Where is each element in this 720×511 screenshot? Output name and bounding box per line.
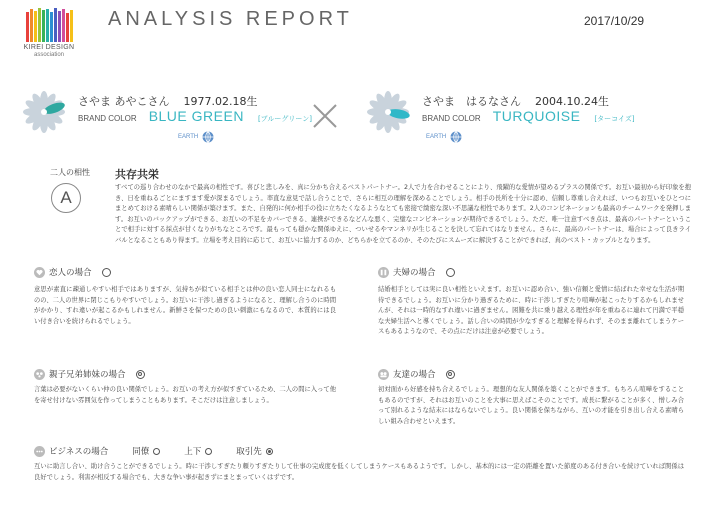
- globe-icon: [450, 131, 462, 143]
- kirei-design-logo: [18, 8, 80, 63]
- person2-brand-color-kana: [ターコイズ]: [594, 115, 635, 123]
- logo-stripes: [18, 8, 80, 42]
- couple-rating-mark: [446, 268, 455, 277]
- couple-icon: [378, 267, 389, 278]
- brand-color-label: BRAND COLOR: [422, 114, 481, 123]
- business-section-header: [34, 445, 273, 457]
- business-item-label: 上下: [184, 447, 202, 457]
- person2-brand-color-value: TURQUOISE: [492, 108, 581, 124]
- love-description: 意思が素直に疎通しやすい相手ではありますが、気持ちが似ている相手とは仲の良い恋人同士になれるものの、二人の世界に閉じこもりやすいでしょう。お互いに干渉し過ぎるようになると、理解し合うのに時間がかかり、すれ違いが起こるかもしれません。新鮮さを保つための良い刺激にもなるので、本質的には良い付き合いを続けられるでしょう。: [34, 286, 336, 325]
- business-item-label: 取引先: [236, 447, 262, 457]
- person1-brand-color-value: BLUE GREEN: [148, 108, 244, 124]
- person2-birthdate: 2004.10.24生: [535, 95, 609, 108]
- friend-description: 初対面から好感を持ち合えるでしょう。理想的な友人関係を築くことができます。もちろん喧嘩をすることもあるのですが、それはお互いのことを大事に思えばこそのことです。成長に繋がることが多く、憎しみ合って別れるような結末にはならないでしょう。良い関係を保ちながら、互いの才能を引き出し合える素晴らしい組み合わせといえます。: [378, 386, 684, 425]
- globe-icon: [202, 131, 214, 143]
- flower-icon: [22, 90, 66, 134]
- compatibility-title: 共存共栄: [115, 168, 159, 181]
- couple-title: 夫婦の場合: [393, 268, 436, 278]
- family-section-header: [34, 368, 145, 380]
- compatibility-label: 二人の相性: [50, 168, 90, 177]
- family-title: 親子兄弟姉妹の場合: [49, 370, 126, 380]
- family-description: 言葉は必要がないくらい仲の良い関係でしょう。お互いの考え方が似すぎているため、二人の間に入って他を寄せ付けない雰囲気を作ってしまうこともあります。そこだけは注意しましょう。: [34, 386, 336, 404]
- person1-element: [178, 131, 214, 143]
- person1-name: さやま あやこさん: [78, 95, 170, 108]
- heart-icon: [34, 267, 45, 278]
- love-rating-mark: [102, 268, 111, 277]
- friend-section-header: [378, 368, 455, 380]
- brand-color-label: BRAND COLOR: [78, 114, 137, 123]
- person2-brand-color: [422, 108, 635, 124]
- logo-text: KIREI DESIGN: [23, 44, 75, 51]
- business-item-mark: [205, 448, 212, 455]
- report-date: 2017/10/29: [584, 14, 645, 28]
- earth-label: EARTH: [426, 134, 447, 140]
- friend-icon: [378, 369, 389, 380]
- love-section-header: [34, 266, 111, 278]
- business-item-mark: [153, 448, 160, 455]
- report-title: ANALYSIS REPORT: [108, 8, 353, 30]
- person2-element: [426, 131, 462, 143]
- family-icon: [34, 369, 45, 380]
- person1-brand-color-kana: [ブルーグリーン]: [257, 115, 312, 123]
- compatibility-description: すべての巡り合わせのなかで最高の相性です。喜びと悲しみを、真に分かち合えるベストパートナー。2人で力を合わせることにより、飛躍的な愛情が望めるプラスの関係です。お互い最初から好印象を抱き、日を重ねるごとにますます愛が深まるでしょう。率直な意見で話し合うことで、さらに相互の理解を深めることでしょう。相手の長所を十分に認め、信頼し尊重し合えれば、いつもお互いをひとつにまとめておける素晴らしい関係が築けます。また、自発的に何か相手の役に立ちたくなるようなとても密接で緻密な深い不思議な相性であります。2人のコンビネーションも最高のチームワークを発揮します。お互いのバックアップができる、お互いの不足をカバーできる、連携ができるなどんな悪く、完璧なコンビネーションが期待できるでしょう。ただ、唯一注意すべき点は、最高のパートナーということで相手に対する採点が甘くなりがちなところです。最もっても穏かな関係ゆえに、ついせるやマンネリが生じることを決して忘れてはなりません。さらに、最高のパートナーは、場合によって良きライバルとなることもあり得ます。立場を考え目的に応じて、お互いに協力するのか、どちらかを立てるのか、そのたびにスムーズに解決することができれば、真のベスト・カップルとなります。: [115, 184, 691, 244]
- compatibility-grade: A: [51, 183, 81, 213]
- business-item-superior: [184, 445, 212, 457]
- couple-section-header: [378, 266, 455, 278]
- business-item-client: [236, 445, 273, 457]
- family-rating-mark: [136, 370, 145, 379]
- business-description: 互いに助言し合い、助け合うことができるでしょう。時に干渉しすぎたり頼りすぎたりして仕事の完成度を低くしてしまうケースもあるようです。しかし、基本的には一定の距離を置いた節度のある付き合いを続けていれば関係は良好でしょう。利害が相反する場合でも、大きな争い事が起きずにまとまっていくはずです。: [34, 463, 684, 481]
- person1-name-row: [78, 90, 257, 109]
- business-item-label: 同僚: [132, 447, 150, 457]
- logo-subtext: association: [33, 52, 65, 58]
- friend-title: 友達の場合: [393, 370, 436, 380]
- flower-icon: [366, 90, 410, 134]
- person1-brand-color: [78, 108, 312, 124]
- business-icon: [34, 446, 45, 457]
- business-title: ビジネスの場合: [49, 447, 109, 457]
- person2-name-row: [422, 90, 609, 109]
- couple-description: 結婚相手としては実に良い相性といえます。お互いに認め合い、強い信頼と愛情に結ばれた幸せな生活が期待できるでしょう。お互いに分かり過ぎるために、時に干渉しすぎたり喧嘩が起こったりするかもしれませんが、それは一時的なすれ違いに過ぎません。困難を共に乗り越える理性が年を重ねるに連れて円満で平穏な夫婦生活へと導くでしょう。話し合いの時間が少なすぎると理解を得られず、そのまま離れてしまうケースもあるようなので、その点にだけは注意が必要でしょう。: [378, 286, 684, 336]
- person2-name: さやま はるなさん: [422, 95, 521, 108]
- person1-birthdate: 1977.02.18生: [183, 95, 258, 108]
- love-title: 恋人の場合: [49, 268, 92, 278]
- cross-icon: [312, 103, 338, 129]
- friend-rating-mark: [446, 370, 455, 379]
- business-item-mark: [266, 448, 273, 455]
- business-item-colleague: [132, 445, 160, 457]
- earth-label: EARTH: [178, 134, 199, 140]
